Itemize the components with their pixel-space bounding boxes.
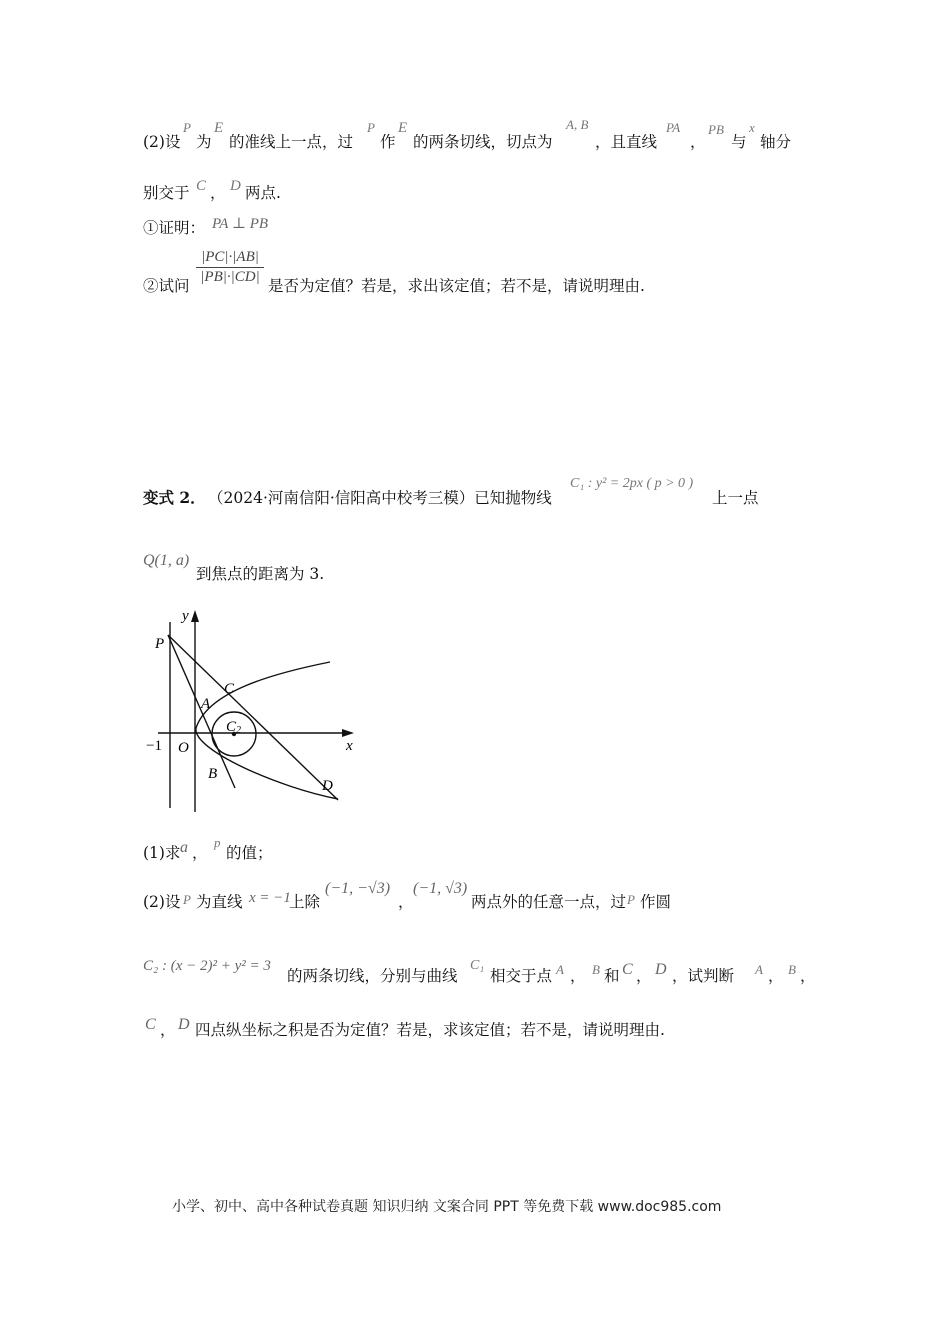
label-c2-main: C bbox=[226, 719, 237, 735]
math-point1: (−1, −√3) bbox=[325, 880, 391, 897]
text: ， bbox=[160, 1021, 176, 1039]
text: ①证明： bbox=[143, 219, 206, 237]
text: 四点纵坐标之积是否为定值？若是，求该定值；若不是，请说明理由. bbox=[195, 1021, 665, 1039]
math-PB: PB bbox=[708, 122, 724, 137]
text: 两点. bbox=[245, 184, 281, 202]
text: 上一点 bbox=[712, 489, 759, 507]
math-E: E bbox=[398, 120, 408, 136]
label-c: C bbox=[224, 681, 235, 697]
math-AB: A, B bbox=[566, 117, 589, 132]
text: 与 bbox=[731, 133, 747, 151]
label-c2-sub: 2 bbox=[236, 725, 242, 736]
text: (1)求 bbox=[143, 844, 181, 862]
math-x: x bbox=[749, 120, 755, 135]
text: ， bbox=[570, 967, 586, 985]
math-C: C bbox=[196, 178, 207, 194]
text: 和 bbox=[604, 967, 620, 985]
text: 别交于 bbox=[143, 184, 190, 202]
math-C: C bbox=[622, 961, 633, 978]
text: 的值； bbox=[226, 844, 273, 862]
math-parabola-eq: C₁ : y² = 2px ( p > 0 ) bbox=[570, 476, 694, 491]
math-D: D bbox=[655, 961, 667, 978]
label-p: P bbox=[155, 636, 165, 652]
text: ，试判断 bbox=[672, 967, 735, 985]
math-P: P bbox=[183, 120, 191, 135]
math-P: P bbox=[367, 120, 375, 135]
math-B: B bbox=[592, 962, 600, 977]
math-P: P bbox=[627, 892, 635, 907]
label-b: B bbox=[208, 766, 218, 782]
fraction-denominator: |PB|·|CD| bbox=[200, 269, 260, 285]
fraction-numerator: |PC|·|AB| bbox=[201, 249, 259, 265]
math-point2: (−1, √3) bbox=[413, 880, 468, 897]
y-axis-arrow bbox=[191, 610, 199, 622]
label-c2 bbox=[226, 719, 241, 736]
text: ， bbox=[768, 967, 784, 985]
math-p: p bbox=[214, 835, 221, 850]
text: 是否为定值？若是，求出该定值；若不是，请说明理由. bbox=[268, 277, 645, 295]
text: ， bbox=[800, 967, 816, 985]
text: 上除 bbox=[289, 893, 321, 911]
math-PA: PA bbox=[666, 120, 681, 135]
variant-label: 变式 2． bbox=[143, 488, 206, 507]
math-Q: Q(1, a) bbox=[143, 552, 190, 569]
text: 为直线 bbox=[196, 893, 243, 911]
text: 相交于点 bbox=[490, 967, 553, 985]
text: 为 bbox=[196, 133, 212, 151]
math-a: a bbox=[180, 839, 188, 856]
math-C: C bbox=[145, 1016, 156, 1033]
text: 的两条切线，分别与曲线 bbox=[287, 967, 458, 985]
text: (2)设 bbox=[143, 893, 181, 911]
text: ，且直线 bbox=[595, 133, 658, 151]
label-minus1: −1 bbox=[146, 738, 162, 754]
math-D: D bbox=[230, 178, 241, 194]
text: (2)设 bbox=[143, 133, 181, 151]
label-a: A bbox=[201, 696, 211, 712]
math-C1: C₁ bbox=[470, 958, 485, 973]
text: 的两条切线，切点为 bbox=[413, 133, 553, 151]
math-circle-eq: C₂ : (x − 2)² + y² = 3 bbox=[143, 958, 271, 974]
text: 作圆 bbox=[640, 893, 672, 911]
math-perp: PA ⊥ PB bbox=[212, 216, 269, 232]
text: 的准线上一点，过 bbox=[229, 133, 354, 151]
text: 轴分 bbox=[760, 133, 792, 151]
text: 两点外的任意一点，过 bbox=[471, 893, 627, 911]
fraction bbox=[196, 249, 264, 286]
page-footer: 小学、初中、高中各种试卷真题 知识归纳 文案合同 PPT 等免费下载 www.doc985.com bbox=[172, 1199, 722, 1215]
text: ， bbox=[690, 133, 706, 151]
label-y: y bbox=[182, 608, 189, 624]
text: ， bbox=[210, 184, 226, 202]
x-axis-arrow bbox=[342, 729, 354, 737]
text: 到焦点的距离为 3. bbox=[196, 565, 325, 583]
math-A: A bbox=[755, 962, 763, 977]
text: ， bbox=[398, 893, 414, 911]
label-d: D bbox=[322, 778, 333, 794]
label-o: O bbox=[178, 740, 189, 756]
label-x: x bbox=[346, 738, 353, 754]
text: ， bbox=[192, 844, 208, 862]
text: 作 bbox=[380, 133, 396, 151]
math-B: B bbox=[788, 962, 796, 977]
math-line: x = −1 bbox=[249, 890, 291, 906]
tangent-line-pd bbox=[168, 635, 338, 800]
text: ②试问 bbox=[143, 277, 190, 295]
math-A: A bbox=[556, 962, 564, 977]
math-P: P bbox=[183, 892, 191, 907]
math-E: E bbox=[214, 120, 224, 136]
text: ， bbox=[636, 967, 652, 985]
parabola-circle-figure bbox=[140, 600, 380, 820]
variant-source: （2024·河南信阳·信阳高中校考三模）已知抛物线 bbox=[208, 489, 552, 507]
math-D: D bbox=[178, 1016, 190, 1033]
